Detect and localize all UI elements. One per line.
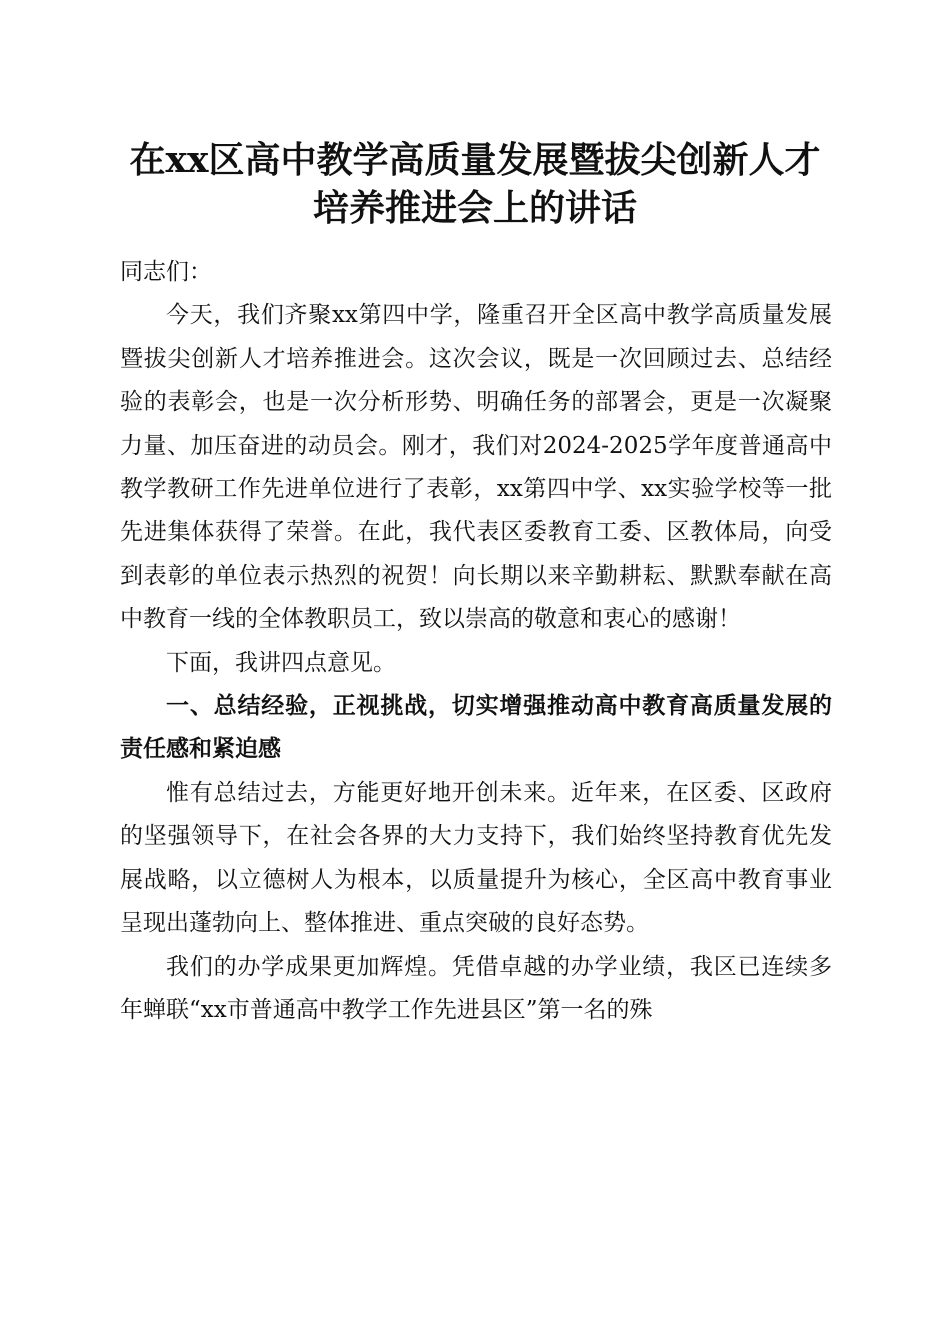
title-line-1: 在xx区高中教学高质量发展暨拔尖创新人才 (129, 139, 821, 181)
title-line-2: 培养推进会上的讲话 (312, 187, 637, 229)
section-1-paragraph: 惟有总结过去，方能更好地开创未来。近年来，在区委、区政府的坚强领导下，在社会各界的大力支持下，我们始终坚持教育优先发展战略，以立德树人为根本，以质量提升为核心，全区高中教育事业呈现出蓬勃向上、整体推进、重点突破的良好态势。 (120, 779, 832, 937)
section-1-heading: 一、总结经验，正视挑战，切实增强推动高中教育高质量发展的责任感和紧迫感 (120, 693, 832, 763)
paragraph-outline: 下面，我讲四点意见。 (166, 649, 396, 676)
document-body (120, 251, 832, 1032)
document-title (110, 136, 840, 232)
paragraph-opening: 今天，我们齐聚xx第四中学，隆重召开全区高中教学高质量发展暨拔尖创新人才培养推进会。这次会议，既是一次回顾过去、总结经验的表彰会，也是一次分析形势、明确任务的部署会，更是一次凝聚力量、加压奋进的动员会。刚才，我们对2024-2025学年度普通高中教学教研工作先进单位进行了表彰，xx第四中学、xx实验学校等一批先进集体获得了荣誉。在此，我代表区委教育工委、区教体局，向受到表彰的单位表示热烈的祝贺！向长期以来辛勤耕耘、默默奉献在高中教育一线的全体教职员工，致以崇高的敬意和衷心的感谢！ (120, 302, 832, 633)
section-1-paragraph: 我们的办学成果更加辉煌。凭借卓越的办学业绩，我区已连续多年蝉联“xx市普通高中教学工作先进县区”第一名的殊 (120, 953, 832, 1023)
salutation: 同志们： (120, 259, 212, 285)
